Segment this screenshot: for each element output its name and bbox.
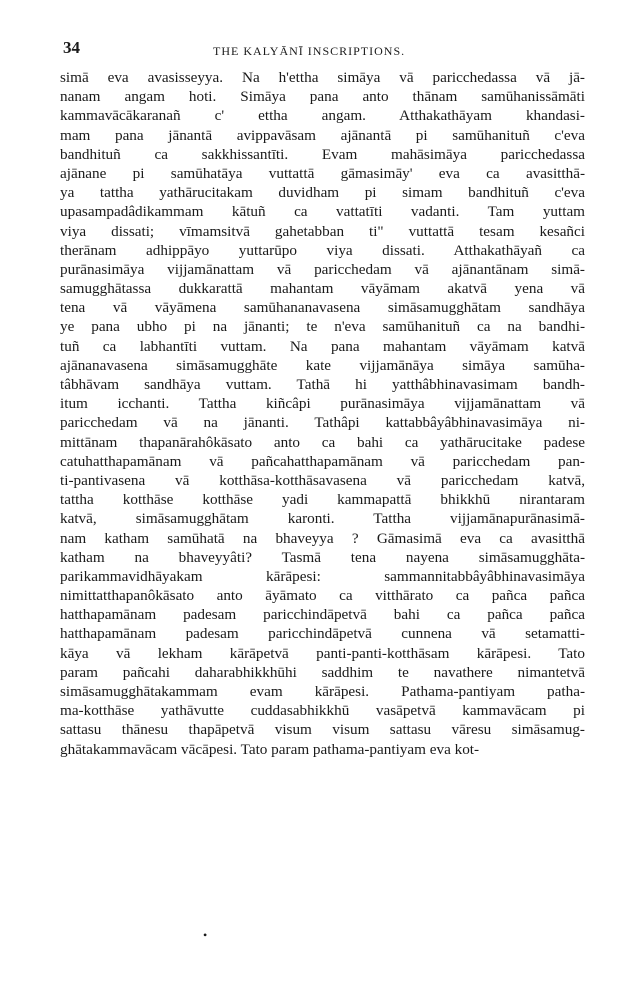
text-line: tattha kotthāse kotthāse yadi kammapattā bhikkhū nirantaram	[60, 491, 585, 509]
text-line: ma-kotthāse yathāvutte cuddasabhikkhū vasāpetvā kammavācam pi	[60, 702, 585, 720]
text-line: simā eva avasisseyya. Na h'ettha simāya vā paricchedassa vā jā-	[60, 69, 585, 86]
text-line: upasampadâdikammam kātuñ ca vattatīti vadanti. Tam yuttam	[60, 203, 585, 221]
text-line: parikammavidhāyakam kārāpesi: sammannitabbâyâbhinavasimāya	[60, 567, 585, 585]
text-line: ya tattha yathārucitakam duvidham pi simam bandhituñ c'eva	[60, 184, 585, 202]
text-line: katham na bhaveyyâti? Tasmā tena nayena simāsamugghāta-	[60, 548, 585, 566]
text-line: param pañcahi daharabhikkhūhi saddhim te navathere nimantetvā	[60, 663, 585, 681]
text-line: hatthapamānam padesam paricchindāpetvā bahi ca pañca pañca	[60, 606, 585, 624]
text-line: samugghātassa dukkarattā mahantam vāyāmam akatvā yena vā	[60, 280, 585, 298]
text-line: ajānanavasena simāsamugghāte kate vijjamānāya simāya samūha-	[60, 356, 585, 374]
text-line: therānam adhippāyo yuttarūpo viya dissati. Atthakathāyañ ca	[60, 241, 585, 259]
text-line: hatthapamānam padesam paricchindāpetvā cunnena vā setamatti-	[60, 625, 585, 643]
text-line: tuñ ca labhantīti vuttam. Na pana mahantam vāyāmam katvā	[60, 337, 585, 355]
text-line: catuhatthapamānam vā pañcahatthapamānam vā paricchedam pan-	[60, 452, 585, 470]
footer-mark: •	[203, 928, 208, 942]
text-line: nanam angam hoti. Simāya pana anto thānam samūhanissāmāti	[60, 88, 585, 106]
text-line: viya dissati; vīmamsitvā gahetabban ti" vuttattā tesam kesañci	[60, 222, 585, 240]
text-line: kāya vā lekham kārāpetvā panti-panti-kotthāsam kārāpesi. Tato	[60, 644, 585, 662]
text-line: purānasimāya vijjamānattam vā paricchedam vā ajānantānam simā-	[60, 260, 585, 278]
text-line: mittānam thapanārahôkāsato anto ca bahi ca yathārucitake padese	[60, 433, 585, 451]
text-line: sattasu thānesu thapāpetvā visum visum sattasu vāresu simāsamug-	[60, 721, 585, 739]
text-line: kammavācākaranañ c' ettha angam. Atthakathāyam khandasi-	[60, 107, 585, 125]
page-number: 34	[63, 38, 80, 57]
text-line: tena vā vāyāmena samūhananavasena simāsamugghātam sandhāya	[60, 299, 585, 317]
text-line: ghātakammavācam vācāpesi. Tato param pathama-pantiyam eva kot-	[60, 740, 480, 758]
running-head: THE KALYĀNĪ INSCRIPTIONS.	[213, 44, 406, 58]
body-text	[60, 68, 585, 759]
text-line: bandhituñ ca sakkhissantīti. Evam mahāsimāya paricchedassa	[60, 145, 585, 163]
text-line: nam katham samūhatā na bhaveyya ? Gāmasimā eva ca avasitthā	[60, 529, 585, 547]
text-line: mam pana jānantā avippavāsam ajānantā pi samūhanituñ c'eva	[60, 126, 585, 144]
text-line: simāsamugghātakammam evam kārāpesi. Pathama-pantiyam patha-	[60, 683, 585, 700]
text-line: itum icchanti. Tattha kiñcâpi purānasimāya vijjamānattam vā	[60, 395, 585, 413]
text-line: tâbhāvam sandhāya vuttam. Tathā hi yatthâbhinavasimam bandh-	[60, 376, 585, 393]
text-line: ye pana ubho pi na jānanti; te n'eva samūhanituñ ca na bandhi-	[60, 318, 585, 336]
text-line: paricchedam vā na jānanti. Tathâpi kattabbâyâbhinavasimāya ni-	[60, 414, 585, 432]
text-line: katvā, simāsamugghātam karonti. Tattha vijjamānapurānasimā-	[60, 510, 585, 528]
text-line: ti-pantivasena vā kotthāsa-kotthāsavasena vā paricchedam katvā,	[60, 471, 585, 489]
text-line: ajānane pi samūhatāya vuttattā gāmasimāy' eva ca avasitthā-	[60, 164, 585, 182]
text-line: nimittatthapanôkāsato anto āyāmato ca vitthārato ca pañca pañca	[60, 587, 585, 605]
